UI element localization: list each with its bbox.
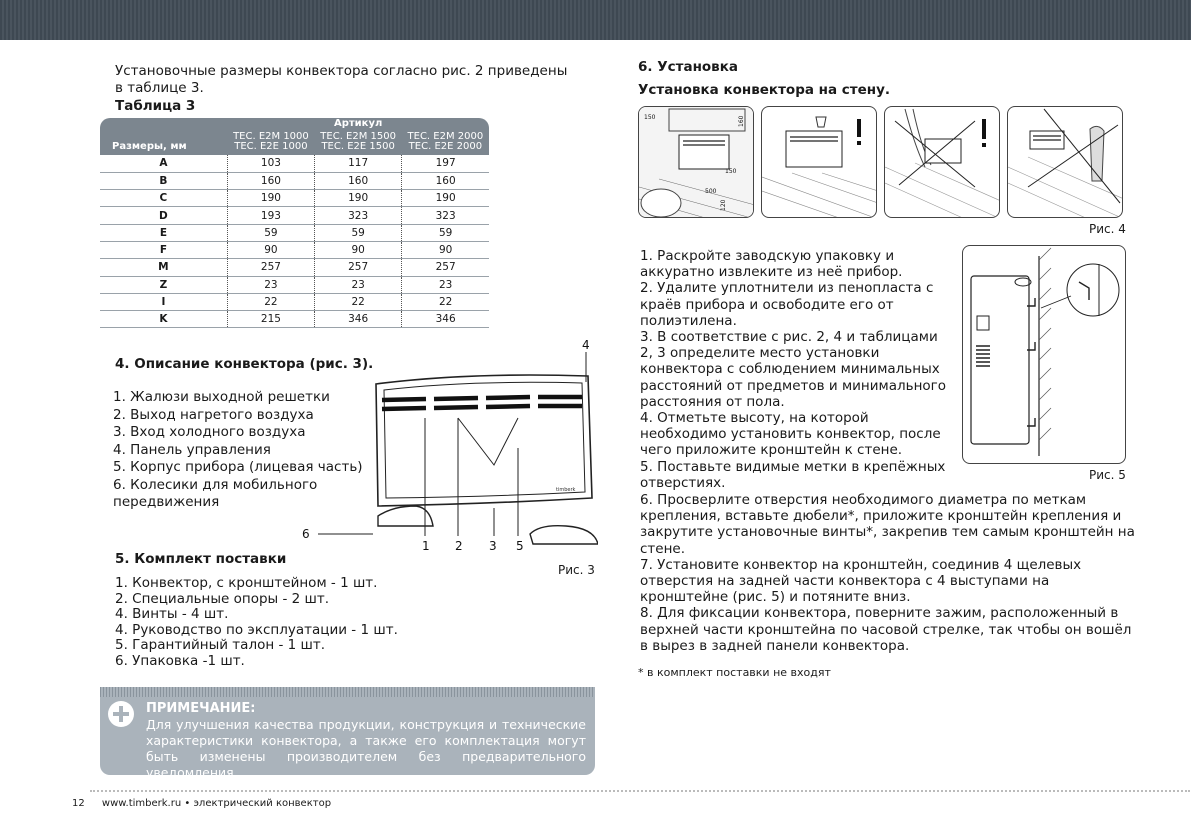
row-label: A — [100, 155, 227, 172]
table-row — [100, 190, 489, 207]
column-header: TEC. E2M 1000 TEC. E2E 1000 — [227, 129, 314, 155]
table-row — [100, 241, 489, 258]
table-cell: 160 — [402, 172, 489, 189]
figure5-caption: Рис. 5 — [1089, 468, 1126, 482]
table-row — [100, 172, 489, 189]
table-cell: 323 — [315, 207, 402, 224]
note-box — [100, 687, 595, 780]
figure4-caption: Рис. 4 — [1089, 222, 1126, 236]
dim-label: 500 — [705, 188, 717, 195]
table-cell: 22 — [227, 293, 314, 310]
footer — [72, 798, 331, 809]
table-cell: 23 — [315, 276, 402, 293]
table-cell: 59 — [315, 224, 402, 241]
section5-title: 5. Комплект поставки — [115, 551, 287, 567]
list-item: 1. Раскройте заводскую упаковку и аккуратно извлеките из неё прибор. — [640, 248, 903, 281]
callout-1: 1 — [422, 539, 430, 553]
dim-header: Размеры, мм — [100, 118, 227, 155]
section5-list — [115, 576, 398, 669]
table-cell: 59 — [227, 224, 314, 241]
list-item: 1. Конвектор, с кронштейном - 1 шт. — [115, 575, 378, 591]
list-item: 6. Просверлите отверстия необходимого диаметра по меткам крепления, вставьте дюбели*, приложите кронштейн крепления и закрутите установочные винты*, закрепив тем самым кронштейн на стене. — [640, 492, 1135, 557]
table-cell: 197 — [402, 155, 489, 172]
callout-4: 4 — [582, 338, 590, 352]
install-panel-clearance — [638, 106, 754, 218]
dim-label: 150 — [725, 168, 737, 175]
table-cell: 190 — [227, 190, 314, 207]
footer-divider — [90, 790, 1190, 792]
callout-3: 3 — [489, 539, 497, 553]
install-panel-no-cover — [761, 106, 877, 218]
list-item: 5. Поставьте видимые метки в крепёжных отверстиях. — [640, 458, 946, 491]
list-item: 1. Жалюзи выходной решетки — [113, 389, 330, 405]
callout-5: 5 — [516, 539, 524, 553]
install-panel-curtains — [884, 106, 1000, 218]
intro-text: Установочные размеры конвектора согласно рис. 2 приведены в таблице 3. — [115, 63, 568, 96]
list-item: 4. Отметьте высоту, на которой необходимо установить конвектор, после чего приложите кронштейн к стене. — [640, 410, 941, 459]
list-item: 5. Корпус прибора (лицевая часть) — [113, 459, 363, 475]
table-row — [100, 207, 489, 224]
dim-label: 160 — [738, 115, 745, 127]
list-item: 2. Удалите уплотнители из пенопласта с краёв прибора и освободите его от полиэтилена. — [640, 280, 934, 329]
row-label: C — [100, 190, 227, 207]
table-cell: 346 — [402, 311, 489, 328]
table-cell: 215 — [227, 311, 314, 328]
row-label: K — [100, 311, 227, 328]
table-cell: 22 — [315, 293, 402, 310]
figure3-caption: Рис. 3 — [558, 563, 595, 577]
footnote: * в комплект поставки не входят — [638, 666, 831, 679]
list-item: 4. Панель управления — [113, 441, 271, 458]
note-text: Для улучшения качества продукции, конструкция и технические характеристики конвектора, а также его комплектация могут быть изменены производителем без предварительного уведомления. — [146, 717, 586, 780]
table-cell: 190 — [402, 190, 489, 207]
row-label: F — [100, 241, 227, 258]
note-title: ПРИМЕЧАНИЕ: — [146, 701, 256, 716]
list-item: 4. Руководство по эксплуатации - 1 шт. — [115, 621, 398, 638]
row-label: E — [100, 224, 227, 241]
install-steps — [640, 248, 950, 491]
list-item: 7. Установите конвектор на кронштейн, соединив 4 щелевых отверстия на задней части конвектора с 4 выступами на кронштейне (рис. 5) и потяните вниз. — [640, 556, 1082, 606]
dim-label: 150 — [644, 114, 656, 121]
plus-icon — [108, 701, 134, 727]
table-row — [100, 311, 489, 328]
table-cell: 90 — [227, 241, 314, 258]
row-label: B — [100, 172, 227, 189]
page-number: 12 — [72, 798, 85, 809]
table-cell: 190 — [315, 190, 402, 207]
section6-subtitle: Установка конвектора на стену. — [638, 82, 891, 98]
column-header: TEC. E2M 1500 TEC. E2E 1500 — [315, 129, 402, 155]
table-row — [100, 155, 489, 172]
install-panel-bathroom — [1007, 106, 1123, 218]
list-item: 6. Упаковка -1 шт. — [115, 652, 245, 669]
table-cell: 90 — [315, 241, 402, 258]
install-steps-continued — [640, 492, 1135, 654]
table-cell: 103 — [227, 155, 314, 172]
list-item: 5. Гарантийный талон - 1 шт. — [115, 637, 326, 653]
table-title: Таблица 3 — [115, 98, 196, 114]
table-cell: 160 — [315, 172, 402, 189]
table-row — [100, 276, 489, 293]
list-item: 4. Винты - 4 шт. — [115, 606, 229, 622]
table-cell: 90 — [402, 241, 489, 258]
table-cell: 257 — [315, 259, 402, 276]
brand-label: timberk — [556, 487, 576, 493]
table-cell: 193 — [227, 207, 314, 224]
note-dots — [100, 687, 595, 697]
row-label: I — [100, 293, 227, 310]
row-label: Z — [100, 276, 227, 293]
table-row — [100, 293, 489, 310]
table-cell: 59 — [402, 224, 489, 241]
list-item: 3. Вход холодного воздуха — [113, 424, 306, 440]
dim-label: 120 — [720, 199, 727, 211]
table-cell: 117 — [315, 155, 402, 172]
row-label: D — [100, 207, 227, 224]
list-item: 3. В соответствие с рис. 2, 4 и таблицами 2, 3 определите место установки конвектора с соблюдением минимальных расстояний от предметов и минимального расстояния от пола. — [640, 329, 947, 410]
footer-text: www.timberk.ru • электрический конвектор — [101, 798, 332, 809]
table-cell: 23 — [402, 276, 489, 293]
list-item: 8. Для фиксации конвектора, поверните зажим, расположенный в верхней части кронштейна по часовой стрелке, так чтобы он вошёл в вырез в задней панели конвектора. — [640, 605, 1132, 654]
callout-2: 2 — [455, 539, 463, 553]
article-header: Артикул — [227, 118, 489, 129]
column-header: TEC. E2M 2000 TEC. E2E 2000 — [402, 129, 489, 155]
table-cell: 22 — [402, 293, 489, 310]
row-label: M — [100, 259, 227, 276]
table-cell: 323 — [402, 207, 489, 224]
list-item: 2. Выход нагретого воздуха — [113, 406, 314, 423]
top-banner — [0, 0, 1191, 40]
table-cell: 346 — [315, 311, 402, 328]
table-cell: 160 — [227, 172, 314, 189]
table-cell: 257 — [402, 259, 489, 276]
table-cell: 257 — [227, 259, 314, 276]
bracket-figure — [962, 245, 1126, 464]
callout-6: 6 — [302, 527, 310, 541]
dimensions-table — [100, 118, 489, 328]
section4-title: 4. Описание конвектора (рис. 3). — [115, 356, 374, 372]
table-cell: 23 — [227, 276, 314, 293]
convector-figure — [298, 338, 598, 578]
table-row — [100, 259, 489, 276]
table-row — [100, 224, 489, 241]
list-item: 6. Колесики для мобильного передвижения — [113, 476, 318, 510]
list-item: 2. Специальные опоры - 2 шт. — [115, 590, 330, 607]
section6-title: 6. Установка — [638, 59, 738, 75]
